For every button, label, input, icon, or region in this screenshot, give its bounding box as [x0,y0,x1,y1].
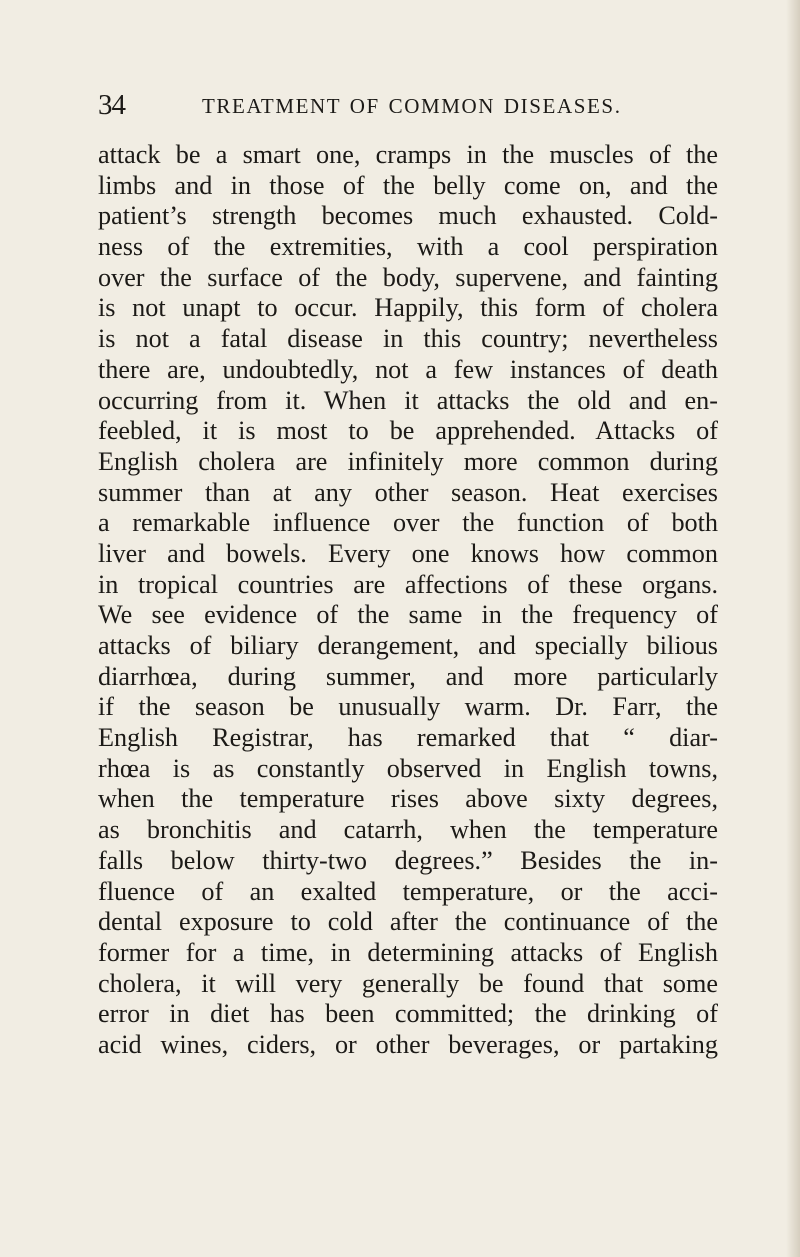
text-line: feebled, it is most to be apprehended. Attacks of [98,416,718,446]
text-line: there are, undoubtedly, not a few instances of death [98,354,718,384]
text-line: summer than at any other season. Heat exercises [98,477,718,507]
text-line: cholera, it will very generally be found that some [98,968,718,998]
text-line: as bronchitis and catarrh, when the temperature [98,815,718,845]
text-line: liver and bowels. Every one knows how common [98,538,718,568]
text-line: dental exposure to cold after the continuance of the [98,907,718,937]
text-line: if the season be unusually warm. Dr. Farr, the [98,692,718,722]
text-line: limbs and in those of the belly come on, and the [98,170,718,200]
body-paragraph [98,140,718,1061]
text-line: over the surface of the body, supervene, and fainting [98,262,718,292]
text-line: ness of the extremities, with a cool perspiration [98,232,718,262]
text-line: when the temperature rises above sixty degrees, [98,784,718,814]
text-line: a remarkable influence over the function of both [98,508,718,538]
text-line: English cholera are infinitely more common during [98,446,718,476]
text-line: English Registrar, has remarked that “ diar- [98,723,718,753]
text-line: occurring from it. When it attacks the old and en- [98,385,718,415]
text-line: former for a time, in determining attacks of English [98,937,718,967]
text-line: is not a fatal disease in this country; nevertheless [98,324,718,354]
text-line: We see evidence of the same in the frequency of [98,600,718,630]
text-line: rhœa is as constantly observed in English towns, [98,753,718,783]
text-line: attacks of biliary derangement, and specially bilious [98,631,718,660]
page-header [98,88,738,122]
text-line: acid wines, ciders, or other beverages, or partaking [98,1029,718,1059]
text-line: attack be a smart one, cramps in the muscles of the [98,140,718,169]
text-line: falls below thirty-two degrees.” Besides the in- [98,845,718,875]
text-line: error in diet has been committed; the drinking of [98,999,718,1029]
text-line: diarrhœa, during summer, and more particularly [98,661,718,691]
page-number: 34 [98,89,125,121]
text-line: is not unapt to occur. Happily, this form of cholera [98,293,718,323]
text-line: fluence of an exalted temperature, or the acci- [98,876,718,906]
running-title: TREATMENT OF COMMON DISEASES. [202,94,622,118]
text-line: patient’s strength becomes much exhausted. Cold- [98,201,718,231]
text-line: in tropical countries are affections of these organs. [98,569,718,599]
page-edge-shadow [786,0,800,1257]
